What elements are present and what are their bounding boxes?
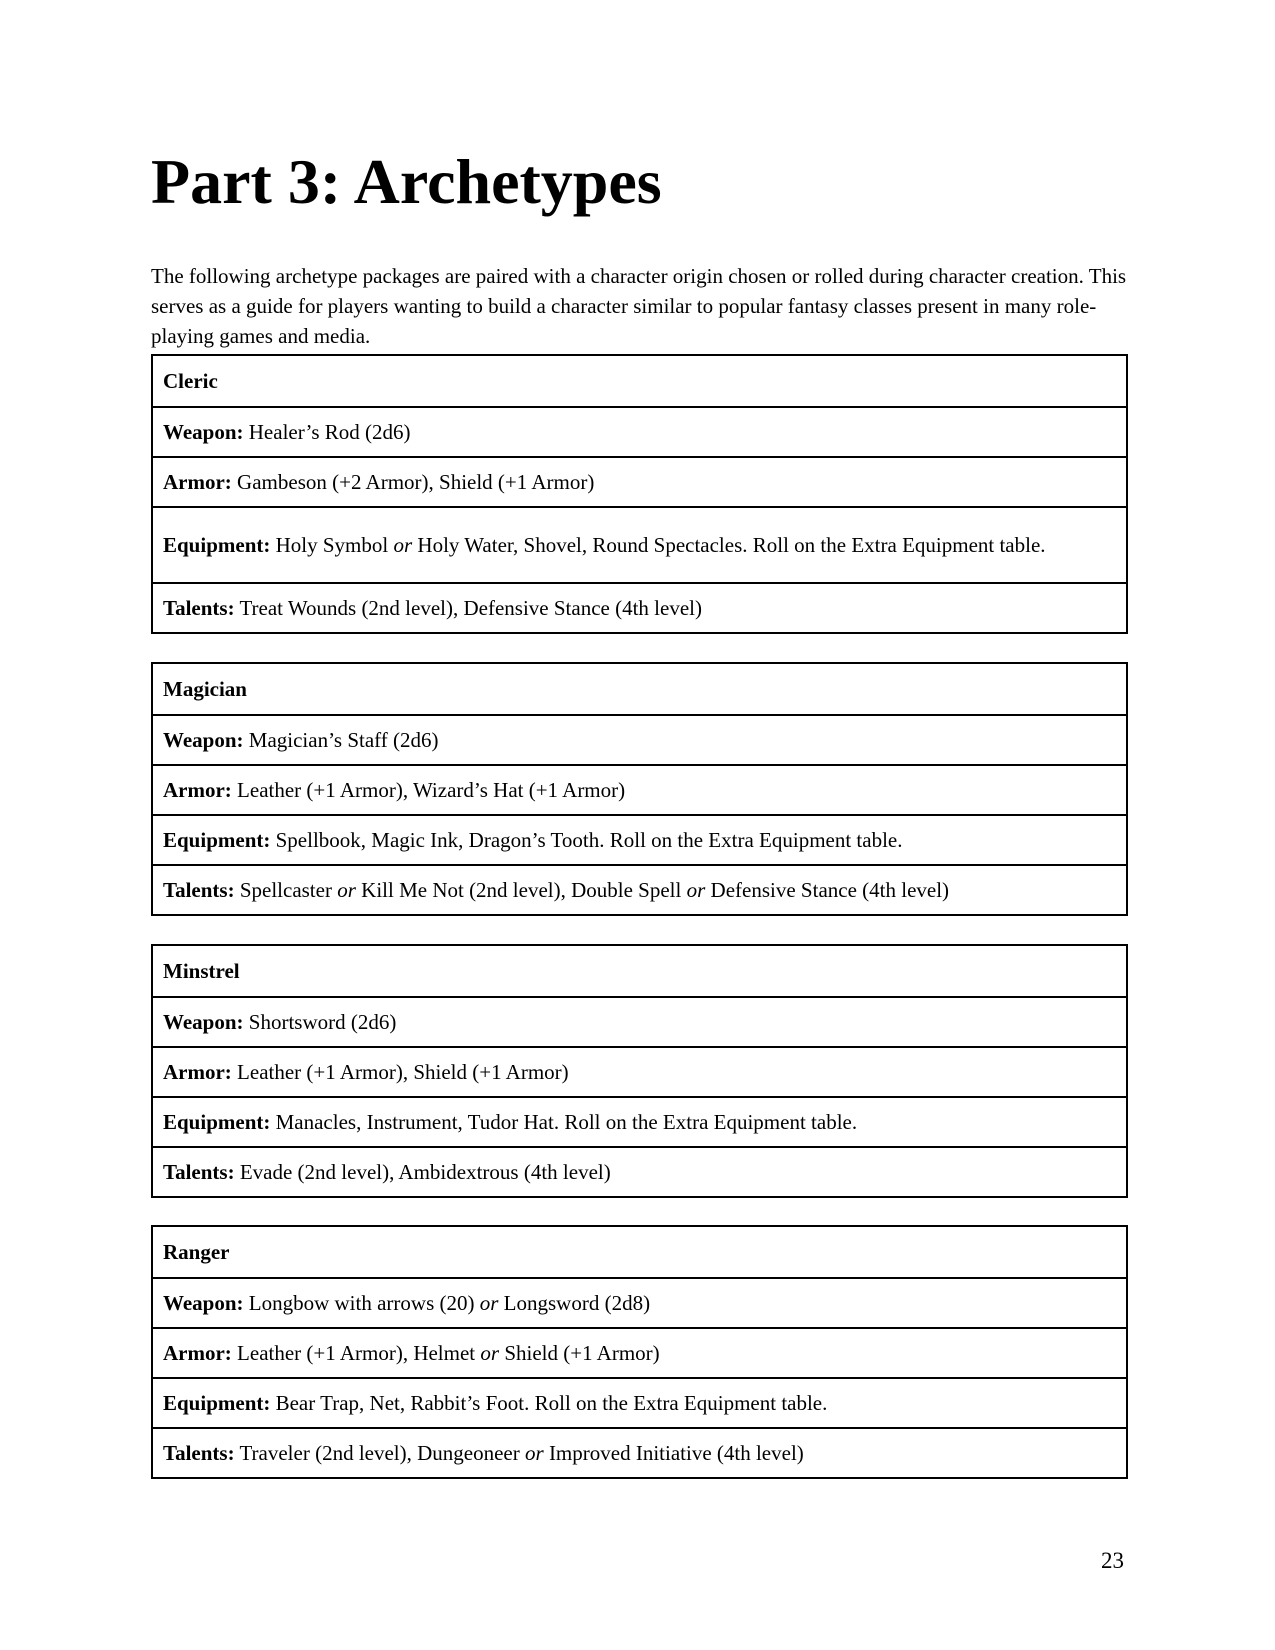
weapon-value-a: Longbow with arrows (20) [248,1291,475,1315]
equipment-value: Spellbook, Magic Ink, Dragon’s Tooth. Roll on the Extra Equipment table. [275,828,903,852]
archetype-name: Ranger [163,1240,230,1264]
talents-value-a: Traveler (2nd level), Dungeoneer [239,1441,520,1465]
equipment-row [153,814,1126,864]
page-title: Part 3: Archetypes [151,146,662,217]
armor-value: Leather (+1 Armor), Wizard’s Hat (+1 Armor) [237,778,626,802]
equipment-label: Equipment: [163,828,271,852]
talents-row [153,864,1126,914]
equipment-label: Equipment: [163,1110,271,1134]
talents-row [153,1427,1126,1477]
archetype-table-minstrel [151,944,1128,1198]
armor-row [153,1046,1126,1096]
armor-value: Leather (+1 Armor), Shield (+1 Armor) [237,1060,569,1084]
archetype-name-row [153,664,1126,714]
or-connector: or [393,533,413,557]
weapon-label: Weapon: [163,728,244,752]
intro-paragraph: The following archetype packages are paired with a character origin chosen or rolled during character creation. This serves as a guide for players wanting to build a character similar to popular fantasy classes present in many role-playing games and media. [151,264,1127,348]
archetype-table-magician [151,662,1128,916]
equipment-label: Equipment: [163,1391,271,1415]
talents-value-c: Defensive Stance (4th level) [710,878,950,902]
talents-label: Talents: [163,1160,235,1184]
archetype-name: Cleric [163,369,218,393]
armor-label: Armor: [163,1341,232,1365]
weapon-row [153,406,1126,456]
talents-row [153,1146,1126,1196]
archetype-name-row [153,1227,1126,1277]
weapon-value: Magician’s Staff (2d6) [248,728,439,752]
equipment-value-b: Holy Water, Shovel, Round Spectacles. Roll on the Extra Equipment table. [417,533,1046,557]
archetype-name-row [153,356,1126,406]
weapon-value: Shortsword (2d6) [248,1010,397,1034]
archetype-name: Minstrel [163,959,240,983]
archetype-table-cleric [151,354,1128,634]
armor-value-b: Shield (+1 Armor) [504,1341,660,1365]
armor-value-a: Leather (+1 Armor), Helmet [237,1341,476,1365]
talents-row [153,582,1126,632]
equipment-row [153,506,1126,582]
weapon-row [153,714,1126,764]
or-connector: or [479,1291,499,1315]
weapon-value: Healer’s Rod (2d6) [248,420,411,444]
equipment-value-a: Holy Symbol [275,533,389,557]
weapon-label: Weapon: [163,1010,244,1034]
equipment-value: Bear Trap, Net, Rabbit’s Foot. Roll on the Extra Equipment table. [275,1391,828,1415]
talents-value-b: Improved Initiative (4th level) [548,1441,804,1465]
armor-label: Armor: [163,1060,232,1084]
talents-value: Treat Wounds (2nd level), Defensive Stance (4th level) [239,596,702,620]
armor-value: Gambeson (+2 Armor), Shield (+1 Armor) [237,470,595,494]
archetype-name-row [153,946,1126,996]
equipment-label: Equipment: [163,533,271,557]
weapon-row [153,1277,1126,1327]
page-number: 23 [1101,1548,1124,1573]
or-connector: or [525,1441,544,1465]
armor-row [153,764,1126,814]
weapon-label: Weapon: [163,1291,244,1315]
armor-label: Armor: [163,470,232,494]
armor-label: Armor: [163,778,232,802]
archetype-name: Magician [163,677,247,701]
weapon-row [153,996,1126,1046]
or-connector: or [337,878,356,902]
or-connector: or [686,878,706,902]
equipment-row [153,1377,1126,1427]
talents-label: Talents: [163,1441,235,1465]
talents-value-b: Kill Me Not (2nd level), Double Spell [361,878,682,902]
talents-value: Evade (2nd level), Ambidextrous (4th level) [239,1160,611,1184]
equipment-row [153,1096,1126,1146]
weapon-label: Weapon: [163,420,244,444]
talents-label: Talents: [163,878,235,902]
armor-row [153,1327,1126,1377]
or-connector: or [480,1341,500,1365]
talents-label: Talents: [163,596,235,620]
armor-row [153,456,1126,506]
archetype-table-ranger [151,1225,1128,1479]
talents-value-a: Spellcaster [239,878,332,902]
equipment-value: Manacles, Instrument, Tudor Hat. Roll on the Extra Equipment table. [275,1110,858,1134]
weapon-value-b: Longsword (2d8) [503,1291,651,1315]
